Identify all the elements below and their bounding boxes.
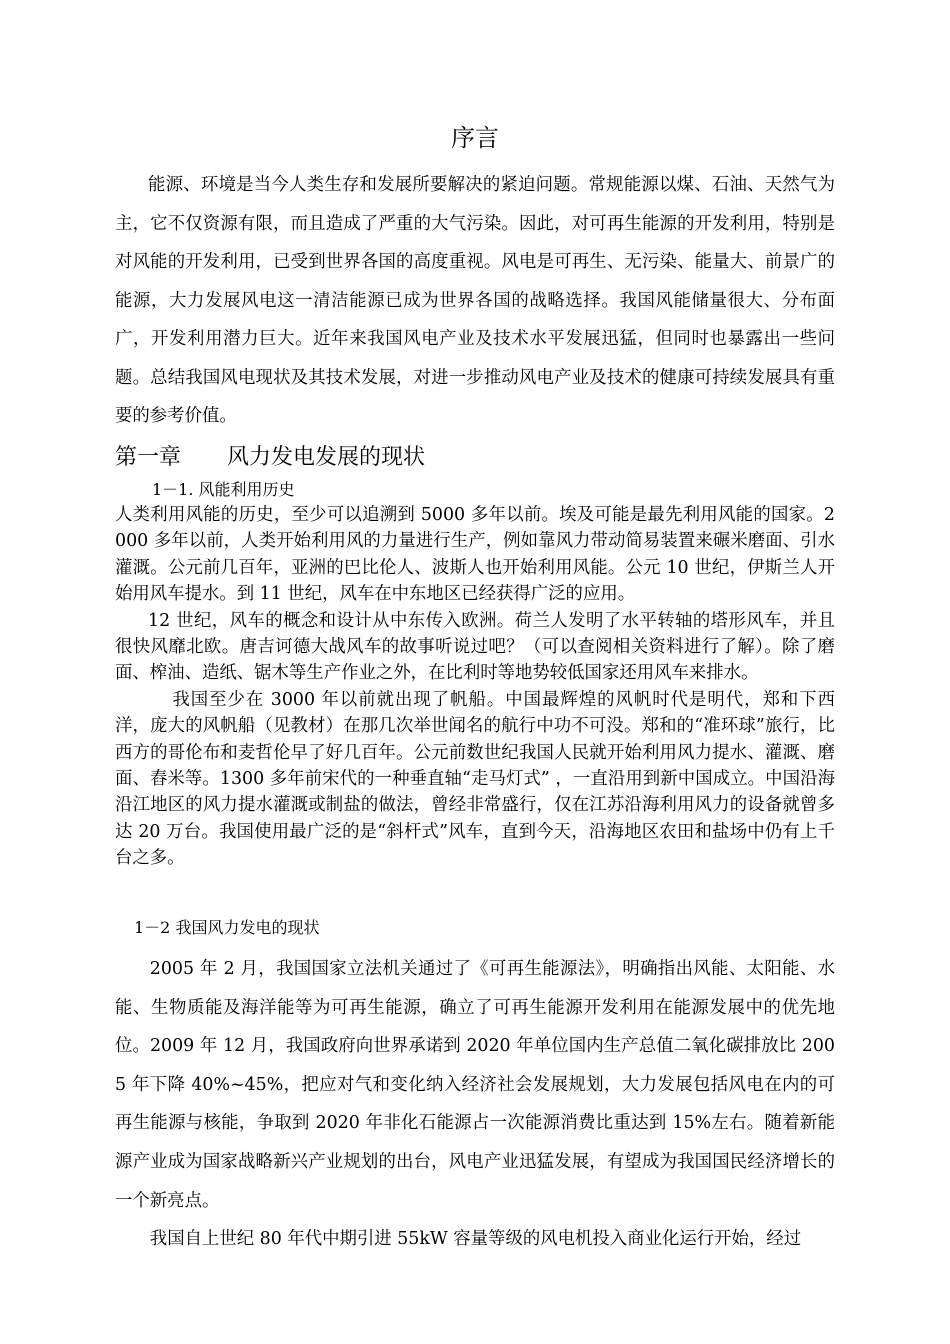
section-heading-history: 1－1. 风能利用历史 bbox=[152, 480, 295, 499]
body-paragraph: 2005 年 2 月，我国国家立法机关通过了《可再生能源法》，明确指出风能、太阳能、水能、生物质能及海洋能等为可再生能源，确立了可再生能源开发利用在能源发展中的优先地位。2009 年 12 月，我国政府向世界承诺到 2020 年单位国内生产总值二氧化碳排放比 2005 年下降 40%~45%，把应对气和变化纳入经济社会发展规划，大力发展包括风电在内的可再生能源与核能，争取到 2020 年非化石能源占一次能源消费比重达到 15%左右。随着新能源产业成为国家战略新兴产业规划的出台，风电产业迅猛发展，有望成为我国国民经济增长的一个新亮点。 bbox=[115, 959, 835, 1211]
chapter-title: 风力发电发展的现状 bbox=[227, 445, 426, 470]
page-title: 序言 bbox=[451, 124, 499, 152]
body-paragraph: 人类利用风能的历史，至少可以追溯到 5000 多年以前。埃及可能是最先利用风能的国家。2000 多年以前，人类开始利用风的力量进行生产，例如靠风力带动简易装置来碾米磨面、引水灌溉。公元前几百年，亚洲的巴比伦人、波斯人也开始利用风能。公元 10 世纪，伊斯兰人开始用风车提水。到 11 世纪，风车在中东地区已经获得广泛的应用。 bbox=[115, 505, 835, 605]
section-body-history bbox=[115, 502, 835, 872]
preface-paragraph: 能源、环境是当今人类生存和发展所要解决的紧迫问题。常规能源以煤、石油、天然气为主，它不仅资源有限，而且造成了严重的大气污染。因此，对可再生能源的开发利用，特别是对风能的开发利用，已受到世界各国的高度重视。风电是可再生、无污染、能量大、前景广的能源，大力发展风电这一清洁能源已成为世界各国的战略选择。我国风能储量很大、分布面广，开发利用潜力巨大。近年来我国风电产业及技术水平发展迅猛，但同时也暴露出一些问题。总结我国风电现状及其技术发展，对进一步推动风电产业及技术的健康可持续发展具有重要的参考价值。 bbox=[115, 175, 835, 426]
section-heading-status: 1－2 我国风力发电的现状 bbox=[134, 918, 320, 937]
body-paragraph: 12 世纪，风车的概念和设计从中东传入欧洲。荷兰人发明了水平转轴的塔形风车，并且很快风靡北欧。唐吉诃德大战风车的故事听说过吧？（可以查阅相关资料进行了解）。除了磨面、榨油、造纸、锯木等生产作业之外，在比利时等地势较低国家还用风车来排水。 bbox=[115, 610, 835, 684]
chapter-heading bbox=[115, 442, 425, 474]
section-body-status bbox=[115, 950, 835, 1259]
chapter-number: 第一章 bbox=[115, 445, 182, 470]
body-paragraph: 我国自上世纪 80 年代中期引进 55kW 容量等级的风电机投入商业化运行开始，经过 bbox=[149, 1229, 802, 1250]
body-paragraph: 我国至少在 3000 年以前就出现了帆船。中国最辉煌的风帆时代是明代，郑和下西洋，庞大的风帆船（见教材）在那几次举世闻名的航行中功不可没。郑和的“准环球”旅行，比西方的哥伦布和麦哲伦早了好几百年。公元前数世纪我国人民就开始利用风力提水、灌溉、磨面、舂米等。1300 多年前宋代的一种垂直轴“走马灯式” ，一直沿用到新中国成立。中国沿海沿江地区的风力提水灌溉或制盐的做法，曾经非常盛行，仅在江苏沿海利用风力的设备就曾多达 20 万台。我国使用最广泛的是“斜杆式”风车，直到今天，沿海地区农田和盐场中仍有上千台之多。 bbox=[115, 689, 835, 869]
